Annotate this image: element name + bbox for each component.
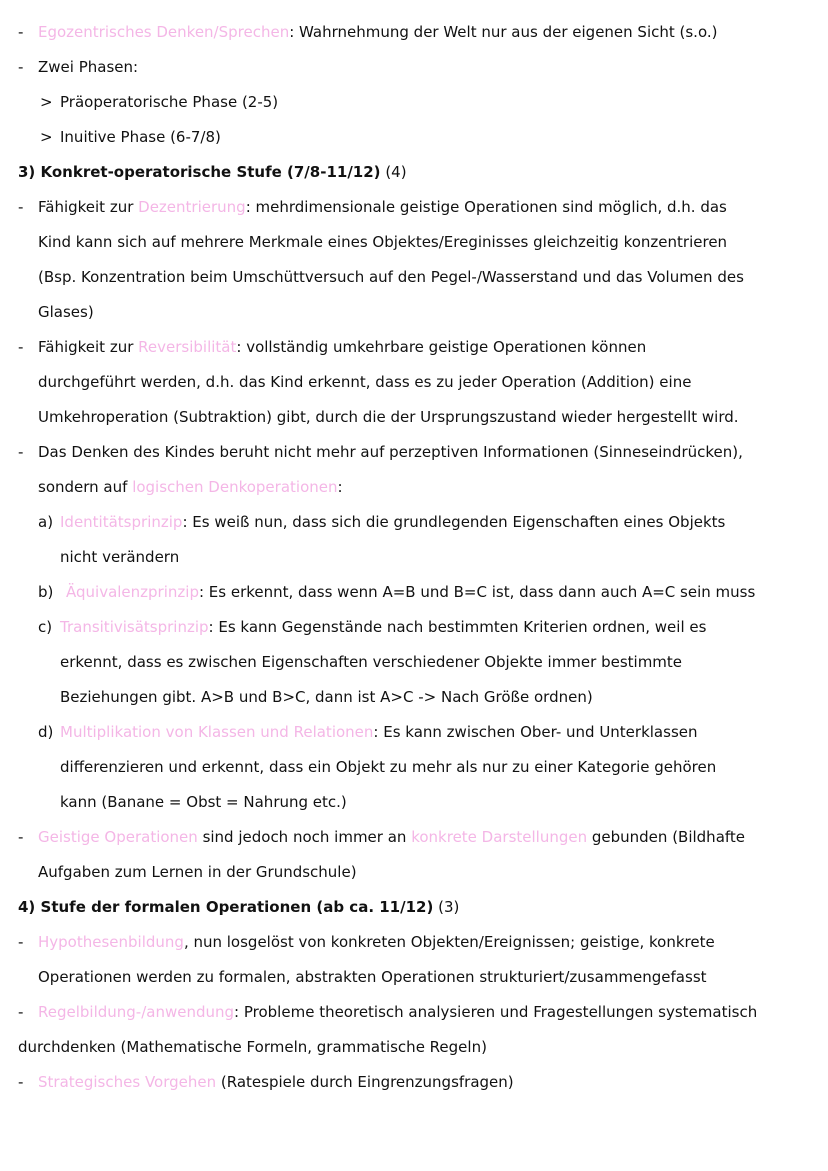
heading-suffix: (3) <box>433 898 460 916</box>
line-13 <box>0 435 828 470</box>
line-text: Aufgaben zum Lernen in der Grundschule) <box>38 863 357 881</box>
bullet-dash: - <box>18 933 24 951</box>
highlight-term: Reversibilität <box>138 338 237 356</box>
line-content <box>38 820 745 855</box>
line-24 <box>0 820 828 855</box>
line-content <box>38 470 343 505</box>
line-5 <box>0 155 828 190</box>
heading-title: 4) Stufe der formalen Operationen (ab ca. 11/12) <box>18 898 434 916</box>
line-17 <box>0 575 828 610</box>
highlight-term: logischen Denkoperationen <box>132 478 338 496</box>
line-text: Das Denken des Kindes beruht nicht mehr auf perzeptiven Informationen (Sinneseindrücken), <box>38 443 743 461</box>
bullet-dash: - <box>18 198 24 216</box>
section-heading <box>18 155 407 190</box>
line-text: nicht verändern <box>60 548 180 566</box>
line-text: , nun losgelöst von konkreten Objekten/Ereignissen; geistige, konkrete <box>183 933 715 951</box>
bullet-dash: - <box>18 1003 24 1021</box>
line-23 <box>0 785 828 820</box>
line-8 <box>0 260 828 295</box>
line-29 <box>0 995 828 1030</box>
highlight-term: konkrete Darstellungen <box>411 828 588 846</box>
line-text: Präoperatorische Phase (2-5) <box>60 93 279 111</box>
line-25 <box>0 855 828 890</box>
line-21 <box>0 715 828 750</box>
line-22 <box>0 750 828 785</box>
line-14 <box>0 470 828 505</box>
bullet-dash: - <box>18 58 24 76</box>
line-text: : mehrdimensionale geistige Operationen sind möglich, d.h. das <box>245 198 727 216</box>
line-30 <box>0 1030 828 1065</box>
line-11 <box>0 365 828 400</box>
highlight-term: Multiplikation von Klassen und Relationen <box>60 723 374 741</box>
line-20 <box>0 680 828 715</box>
list-marker: d) <box>38 723 54 741</box>
line-content <box>38 995 757 1030</box>
line-26 <box>0 890 828 925</box>
line-text: Fähigkeit zur <box>38 198 139 216</box>
highlight-term: Hypothesenbildung <box>38 933 184 951</box>
line-text: sondern auf <box>38 478 133 496</box>
heading-title: 3) Konkret-operatorische Stufe (7/8-11/12) <box>18 163 381 181</box>
highlight-term: Äquivalenzprinzip <box>66 583 199 601</box>
line-text: Zwei Phasen: <box>38 58 139 76</box>
line-text: (Bsp. Konzentration beim Umschüttversuch auf den Pegel-/Wasserstand und das Volumen des <box>38 268 744 286</box>
arrow-marker: > <box>40 93 53 111</box>
line-12 <box>0 400 828 435</box>
line-18 <box>0 610 828 645</box>
line-content <box>38 190 727 225</box>
highlight-term: Regelbildung-/anwendung <box>38 1003 235 1021</box>
line-text: : Es erkennt, dass wenn A=B und B=C ist, dass dann auch A=C sein muss <box>198 583 756 601</box>
section-heading <box>18 890 459 925</box>
line-content <box>38 1065 514 1100</box>
line-content <box>60 610 706 645</box>
line-text: Fähigkeit zur <box>38 338 139 356</box>
bullet-dash: - <box>18 828 24 846</box>
line-text: Umkehroperation (Subtraktion) gibt, durch die der Ursprungszustand wieder hergestellt wird. <box>38 408 739 426</box>
list-marker: a) <box>38 513 54 531</box>
highlight-term: Transitivisätsprinzip <box>60 618 209 636</box>
line-content <box>66 575 755 610</box>
line-text: erkennt, dass es zwischen Eigenschaften verschiedener Objekte immer bestimmte <box>60 653 683 671</box>
line-27 <box>0 925 828 960</box>
bullet-dash: - <box>18 1073 24 1091</box>
line-text: differenzieren und erkennt, dass ein Objekt zu mehr als nur zu einer Kategorie gehören <box>60 758 717 776</box>
highlight-term: Dezentrierung <box>138 198 246 216</box>
line-text: gebunden (Bildhafte <box>587 828 746 846</box>
line-31 <box>0 1065 828 1100</box>
line-text: : <box>337 478 343 496</box>
line-text: (Ratespiele durch Eingrenzungsfragen) <box>216 1073 514 1091</box>
list-marker: c) <box>38 618 53 636</box>
line-content <box>38 15 718 50</box>
list-marker: b) <box>38 583 54 601</box>
bullet-dash: - <box>18 443 24 461</box>
line-2 <box>0 50 828 85</box>
line-text: : Es kann Gegenstände nach bestimmten Kriterien ordnen, weil es <box>208 618 707 636</box>
bullet-dash: - <box>18 338 24 356</box>
line-text: Operationen werden zu formalen, abstrakten Operationen strukturiert/zusammengefasst <box>38 968 707 986</box>
heading-suffix: (4) <box>380 163 407 181</box>
line-28 <box>0 960 828 995</box>
line-text: sind jedoch noch immer an <box>197 828 412 846</box>
highlight-term: Strategisches Vorgehen <box>38 1073 217 1091</box>
line-text: Kind kann sich auf mehrere Merkmale eines Objektes/Ereginisses gleichzeitig konzentrieren <box>38 233 728 251</box>
line-text: : Wahrnehmung der Welt nur aus der eigenen Sicht (s.o.) <box>289 23 718 41</box>
line-text: : Es kann zwischen Ober- und Unterklassen <box>373 723 698 741</box>
line-text: : vollständig umkehrbare geistige Operationen können <box>236 338 647 356</box>
line-text: Beziehungen gibt. A>B und B>C, dann ist A>C -> Nach Größe ordnen) <box>60 688 593 706</box>
line-text: durchgeführt werden, d.h. das Kind erkennt, dass es zu jeder Operation (Addition) eine <box>38 373 692 391</box>
bullet-dash: - <box>18 23 24 41</box>
line-4 <box>0 120 828 155</box>
line-content <box>38 925 715 960</box>
line-6 <box>0 190 828 225</box>
highlight-term: Identitätsprinzip <box>60 513 183 531</box>
line-text: Inuitive Phase (6-7/8) <box>60 128 221 146</box>
highlight-term: Egozentrisches Denken/Sprechen <box>38 23 290 41</box>
line-text: : Probleme theoretisch analysieren und Fragestellungen systematisch <box>234 1003 758 1021</box>
line-text: Glases) <box>38 303 94 321</box>
line-3 <box>0 85 828 120</box>
line-content <box>60 505 725 540</box>
line-content <box>38 330 646 365</box>
line-15 <box>0 505 828 540</box>
line-7 <box>0 225 828 260</box>
highlight-term: Geistige Operationen <box>38 828 198 846</box>
line-text: : Es weiß nun, dass sich die grundlegenden Eigenschaften eines Objekts <box>182 513 726 531</box>
line-9 <box>0 295 828 330</box>
line-19 <box>0 645 828 680</box>
line-10 <box>0 330 828 365</box>
line-text: kann (Banane = Obst = Nahrung etc.) <box>60 793 347 811</box>
line-16 <box>0 540 828 575</box>
line-content <box>60 715 698 750</box>
line-1 <box>0 15 828 50</box>
arrow-marker: > <box>40 128 53 146</box>
line-text: durchdenken (Mathematische Formeln, grammatische Regeln) <box>18 1038 487 1056</box>
